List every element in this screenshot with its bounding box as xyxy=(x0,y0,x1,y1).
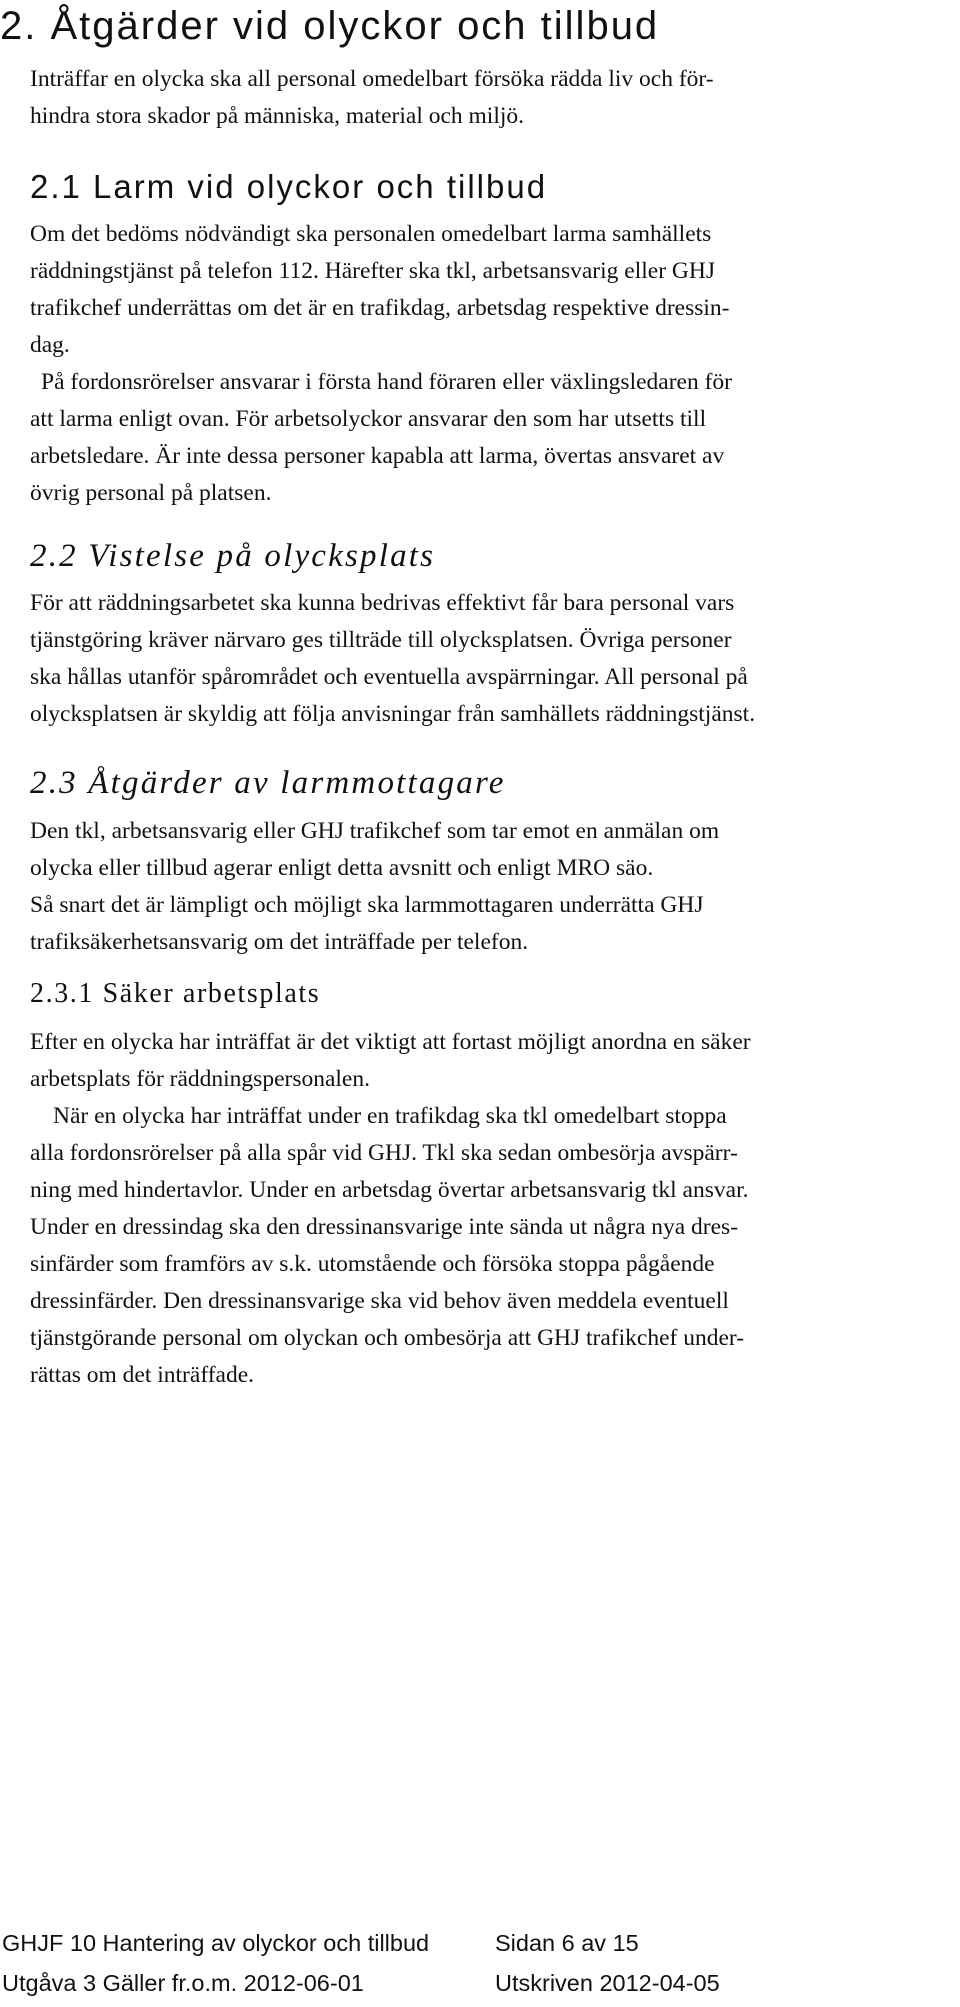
section-2-1-line-4: dag. xyxy=(30,332,70,358)
section-2-3-1-line-10: rättas om det inträffade. xyxy=(30,1362,255,1388)
section-2-2-line-2: tjänstgöring kräver närvaro ges tillträde till olycksplatsen. Övriga personer xyxy=(30,627,732,653)
section-2-3-1-line-4: alla fordonsrörelser på alla spår vid GHJ. Tkl ska sedan ombesörja avspärr- xyxy=(30,1140,738,1166)
intro-line-2: hindra stora skador på människa, material och miljö. xyxy=(30,103,525,129)
footer-edition: Utgåva 3 Gäller fr.o.m. 2012-06-01 xyxy=(2,1970,364,1996)
section-heading-2: 2. Åtgärder vid olyckor och tillbud xyxy=(0,4,660,48)
section-2-1-line-1: Om det bedöms nödvändigt ska personalen omedelbart larma samhällets xyxy=(30,221,712,247)
intro-line-1: Inträffar en olycka ska all personal omedelbart försöka rädda liv och för- xyxy=(30,66,714,92)
section-2-1-line-3: trafikchef underrättas om det är en trafikdag, arbetsdag respektive dressin- xyxy=(30,295,730,321)
section-2-3-line-4: trafiksäkerhetsansvarig om det inträffade per telefon. xyxy=(30,929,529,955)
section-2-3-line-2: olycka eller tillbud agerar enligt detta avsnitt och enligt MRO säo. xyxy=(30,855,654,881)
section-heading-2-3: 2.3 Åtgärder av larmmottagare xyxy=(30,765,506,801)
section-2-2-line-3: ska hållas utanför spårområdet och eventuella avspärrningar. All personal på xyxy=(30,664,748,690)
footer-print-date: Utskriven 2012-04-05 xyxy=(495,1970,720,1996)
section-2-1-line-7: arbetsledare. Är inte dessa personer kapabla att larma, övertas ansvaret av xyxy=(30,443,725,469)
section-2-3-1-line-8: dressinfärder. Den dressinansvarige ska vid behov även meddela eventuell xyxy=(30,1288,729,1314)
section-heading-2-3-1: 2.3.1 Säker arbetsplats xyxy=(30,978,321,1009)
section-2-3-1-line-3: När en olycka har inträffat under en trafikdag ska tkl omedelbart stoppa xyxy=(53,1103,727,1129)
section-heading-2-1: 2.1 Larm vid olyckor och tillbud xyxy=(30,168,548,205)
footer-document-title: GHJF 10 Hantering av olyckor och tillbud xyxy=(2,1930,430,1956)
section-2-3-1-line-9: tjänstgörande personal om olyckan och ombesörja att GHJ trafikchef under- xyxy=(30,1325,745,1351)
footer-page-number: Sidan 6 av 15 xyxy=(495,1930,639,1956)
section-2-1-line-2: räddningstjänst på telefon 112. Härefter ska tkl, arbetsansvarig eller GHJ xyxy=(30,258,715,284)
section-2-1-line-5: På fordonsrörelser ansvarar i första hand föraren eller växlingsledaren för xyxy=(41,369,733,395)
section-2-3-1-line-6: Under en dressindag ska den dressinansvarige inte sända ut några nya dres- xyxy=(30,1214,739,1240)
section-2-3-line-1: Den tkl, arbetsansvarig eller GHJ trafikchef som tar emot en anmälan om xyxy=(30,818,720,844)
section-2-2-line-1: För att räddningsarbetet ska kunna bedrivas effektivt får bara personal vars xyxy=(30,590,735,616)
section-2-3-1-line-1: Efter en olycka har inträffat är det viktigt att fortast möjligt anordna en säker xyxy=(30,1029,751,1055)
section-2-2-line-4: olycksplatsen är skyldig att följa anvisningar från samhällets räddningstjänst. xyxy=(30,701,756,727)
section-2-3-line-3: Så snart det är lämpligt och möjligt ska larmmottagaren underrätta GHJ xyxy=(30,892,704,918)
section-2-3-1-line-2: arbetsplats för räddningspersonalen. xyxy=(30,1066,370,1092)
section-2-3-1-line-7: sinfärder som framförs av s.k. utomstående och försöka stoppa pågående xyxy=(30,1251,715,1277)
section-2-1-line-6: att larma enligt ovan. För arbetsolyckor ansvarar den som har utsetts till xyxy=(30,406,707,432)
section-2-3-1-line-5: ning med hindertavlor. Under en arbetsdag övertar arbetsansvarig tkl ansvar. xyxy=(30,1177,749,1203)
section-heading-2-2: 2.2 Vistelse på olycksplats xyxy=(30,538,436,574)
section-2-1-line-8: övrig personal på platsen. xyxy=(30,480,272,506)
